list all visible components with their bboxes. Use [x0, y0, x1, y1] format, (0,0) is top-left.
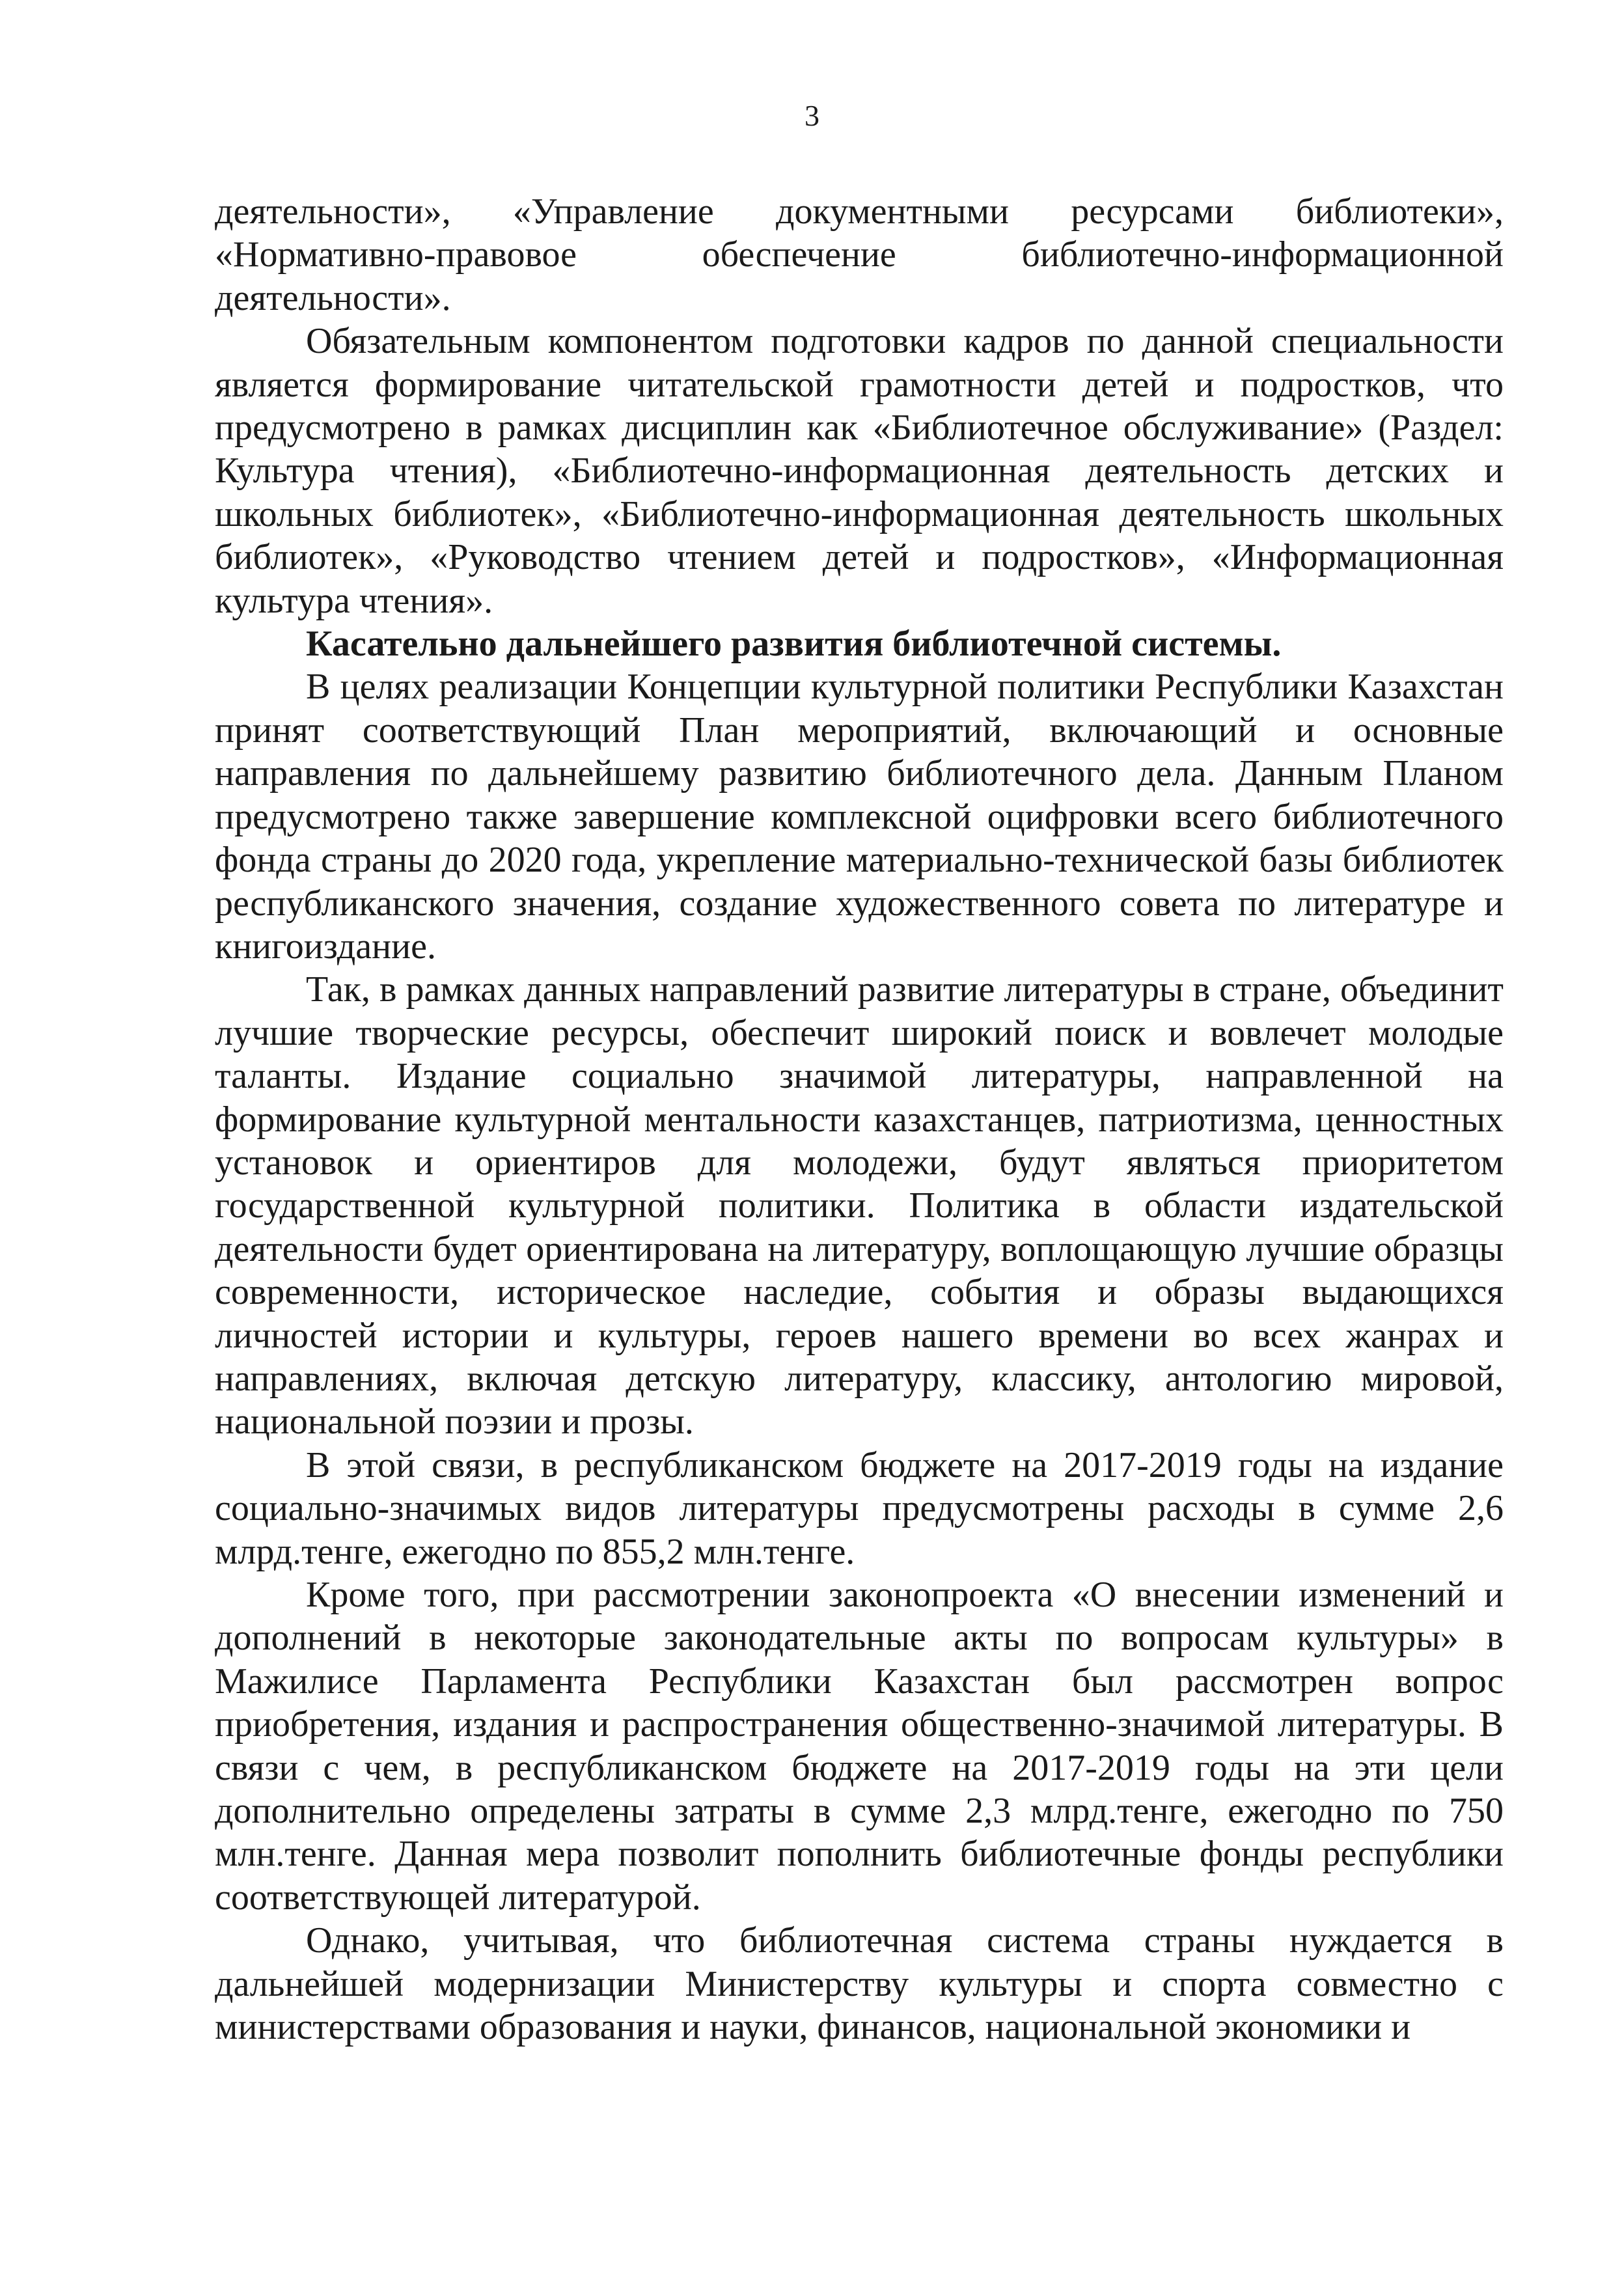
- paragraph-law-draft: Кроме того, при рассмотрении законопроекта «О внесении изменений и дополнений в некоторые законодательные акты по вопросам культуры» в Мажилисе Парламента Республики Казахстан был рассмотрен вопрос приобретения, издания и распространения общественно-значимой литературы. В связи с чем, в республиканском бюджете на 2017-2019 годы на эти цели дополнительно определены затраты в сумме 2,3 млрд.тенге, ежегодно по 750 млн.тенге. Данная мера позволит пополнить библиотечные фонды республики соответствующей литературой.: [215, 1575, 1504, 1918]
- paragraph-reading-literacy: Обязательным компонентом подготовки кадров по данной специальности является формирование читательской грамотности детей и подростков, что предусмотрено в рамках дисциплин как «Библиотечное обслуживание» (Раздел: Культура чтения), «Библиотечно-информационная деятельность детских и школьных библиотек», «Библиотечно-информационная деятельность школьных библиотек», «Руководство чтением детей и подростков», «Информационная культура чтения».: [215, 321, 1504, 621]
- document-body: [215, 190, 1504, 2049]
- paragraph-budget-publishing: В этой связи, в республиканском бюджете на 2017-2019 годы на издание социально-значимых видов литературы предусмотрены расходы в сумме 2,6 млрд.тенге, ежегодно по 855,2 млн.тенге.: [215, 1444, 1504, 1572]
- paragraph-literature-development: Так, в рамках данных направлений развитие литературы в стране, объединит лучшие творческие ресурсы, обеспечит широкий поиск и вовлечет молодые таланты. Издание социально значимой литературы, направленной на формирование культурной ментальности казахстанцев, патриотизма, ценностных установок и ориентиров для молодежи, будут являться приоритетом государственной культурной политики. Политика в области издательской деятельности будет ориентирована на литературу, воплощающую лучшие образцы современности, историческое наследие, события и образы выдающихся личностей истории и культуры, героев нашего времени во всех жанрах и направлениях, включая детскую литературу, классику, антологию мировой, национальной поэзии и прозы.: [215, 969, 1504, 1442]
- section-heading: Касательно дальнейшего развития библиотечной системы.: [306, 624, 1282, 665]
- paragraph-modernization: Однако, учитывая, что библиотечная система страны нуждается в дальнейшей модернизации Министерству культуры и спорта совместно с министерствами образования и науки, финансов, национальной экономики и: [215, 1920, 1504, 2048]
- paragraph-concept-plan: В целях реализации Концепции культурной политики Республики Казахстан принят соответствующий План мероприятий, включающий и основные направления по дальнейшему развитию библиотечного дела. Данным Планом предусмотрено также завершение комплексной оцифровки всего библиотечного фонда страны до 2020 года, укрепление материально-технической базы библиотек республиканского значения, создание художественного совета по литературе и книгоиздание.: [215, 667, 1504, 967]
- paragraph-continuation: деятельности», «Управление документными ресурсами библиотеки», «Нормативно-правовое обеспечение библиотечно-информационной деятельности».: [215, 191, 1504, 318]
- page-number: 3: [805, 99, 819, 132]
